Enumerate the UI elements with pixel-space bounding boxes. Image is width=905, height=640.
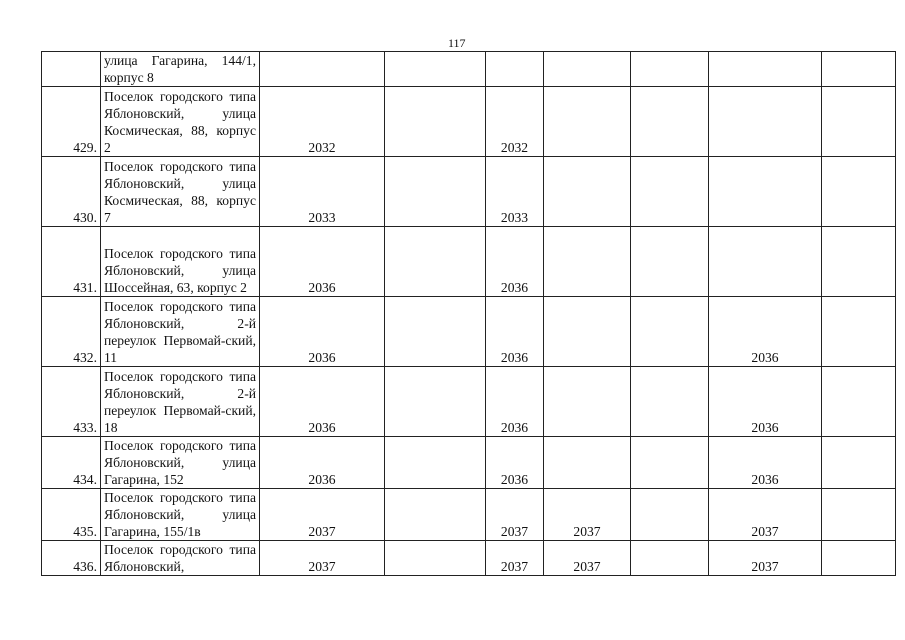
row-number: 431. [42,227,101,297]
address-cell: Поселок городского типа Яблоновский, улица Гагарина, 155/1в [101,489,260,541]
value-cell [631,52,709,87]
value-cell: 2036 [260,227,385,297]
value-cell: 2036 [486,367,544,437]
value-cell [631,87,709,157]
address-cell: Поселок городского типа Яблоновский, 2-й переулок Первомай-ский, 18 [101,367,260,437]
value-cell [385,437,486,489]
table-row [42,157,896,227]
value-cell [385,297,486,367]
value-cell: 2033 [260,157,385,227]
value-cell: 2036 [709,297,822,367]
value-cell: 2036 [260,367,385,437]
value-cell: 2036 [709,437,822,489]
address-cell: Поселок городского типа Яблоновский, улица Шоссейная, 63, корпус 2 [101,227,260,297]
value-cell: 2037 [709,541,822,576]
value-cell [260,52,385,87]
table-row [42,489,896,541]
row-number: 430. [42,157,101,227]
row-number: 436. [42,541,101,576]
value-cell [822,489,896,541]
value-cell [822,437,896,489]
table-row [42,52,896,87]
value-cell [544,52,631,87]
value-cell [822,227,896,297]
table-row [42,367,896,437]
value-cell: 2036 [260,437,385,489]
value-cell [822,541,896,576]
value-cell [385,541,486,576]
row-number [42,52,101,87]
value-cell [385,87,486,157]
value-cell [544,227,631,297]
value-cell [544,367,631,437]
table-row [42,87,896,157]
row-number: 434. [42,437,101,489]
value-cell [822,367,896,437]
value-cell [631,297,709,367]
value-cell: 2037 [260,489,385,541]
value-cell [544,87,631,157]
value-cell [631,489,709,541]
value-cell [385,157,486,227]
value-cell [631,367,709,437]
value-cell [822,87,896,157]
value-cell [544,437,631,489]
value-cell [385,367,486,437]
value-cell [709,227,822,297]
table-row [42,437,896,489]
value-cell: 2033 [486,157,544,227]
value-cell [631,157,709,227]
value-cell [709,157,822,227]
value-cell: 2036 [260,297,385,367]
value-cell [822,52,896,87]
value-cell [385,489,486,541]
value-cell [631,437,709,489]
value-cell [385,52,486,87]
value-cell: 2037 [260,541,385,576]
value-cell [385,227,486,297]
address-cell: улица Гагарина, 144/1, корпус 8 [101,52,260,87]
value-cell: 2037 [486,541,544,576]
value-cell: 2037 [486,489,544,541]
row-number: 432. [42,297,101,367]
value-cell: 2036 [486,437,544,489]
value-cell [631,227,709,297]
table-row [42,227,896,297]
value-cell: 2036 [486,297,544,367]
value-cell: 2032 [260,87,385,157]
value-cell: 2037 [709,489,822,541]
address-cell: Поселок городского типа Яблоновский, улица Космическая, 88, корпус 7 [101,157,260,227]
table-row [42,541,896,576]
value-cell: 2037 [544,541,631,576]
table-row [42,297,896,367]
value-cell [709,87,822,157]
address-cell: Поселок городского типа Яблоновский, улица Космическая, 88, корпус 2 [101,87,260,157]
address-cell: Поселок городского типа Яблоновский, 2-й переулок Первомай-ский, 11 [101,297,260,367]
housing-registry-table [41,51,896,576]
address-cell: Поселок городского типа Яблоновский, улица Гагарина, 152 [101,437,260,489]
row-number: 433. [42,367,101,437]
value-cell [486,52,544,87]
value-cell: 2037 [544,489,631,541]
page-number: 117 [448,36,466,50]
address-cell: Поселок городского типа Яблоновский, [101,541,260,576]
row-number: 435. [42,489,101,541]
value-cell [544,157,631,227]
value-cell [544,297,631,367]
value-cell: 2036 [486,227,544,297]
value-cell: 2032 [486,87,544,157]
value-cell [822,297,896,367]
value-cell [822,157,896,227]
row-number: 429. [42,87,101,157]
value-cell [631,541,709,576]
value-cell: 2036 [709,367,822,437]
value-cell [709,52,822,87]
